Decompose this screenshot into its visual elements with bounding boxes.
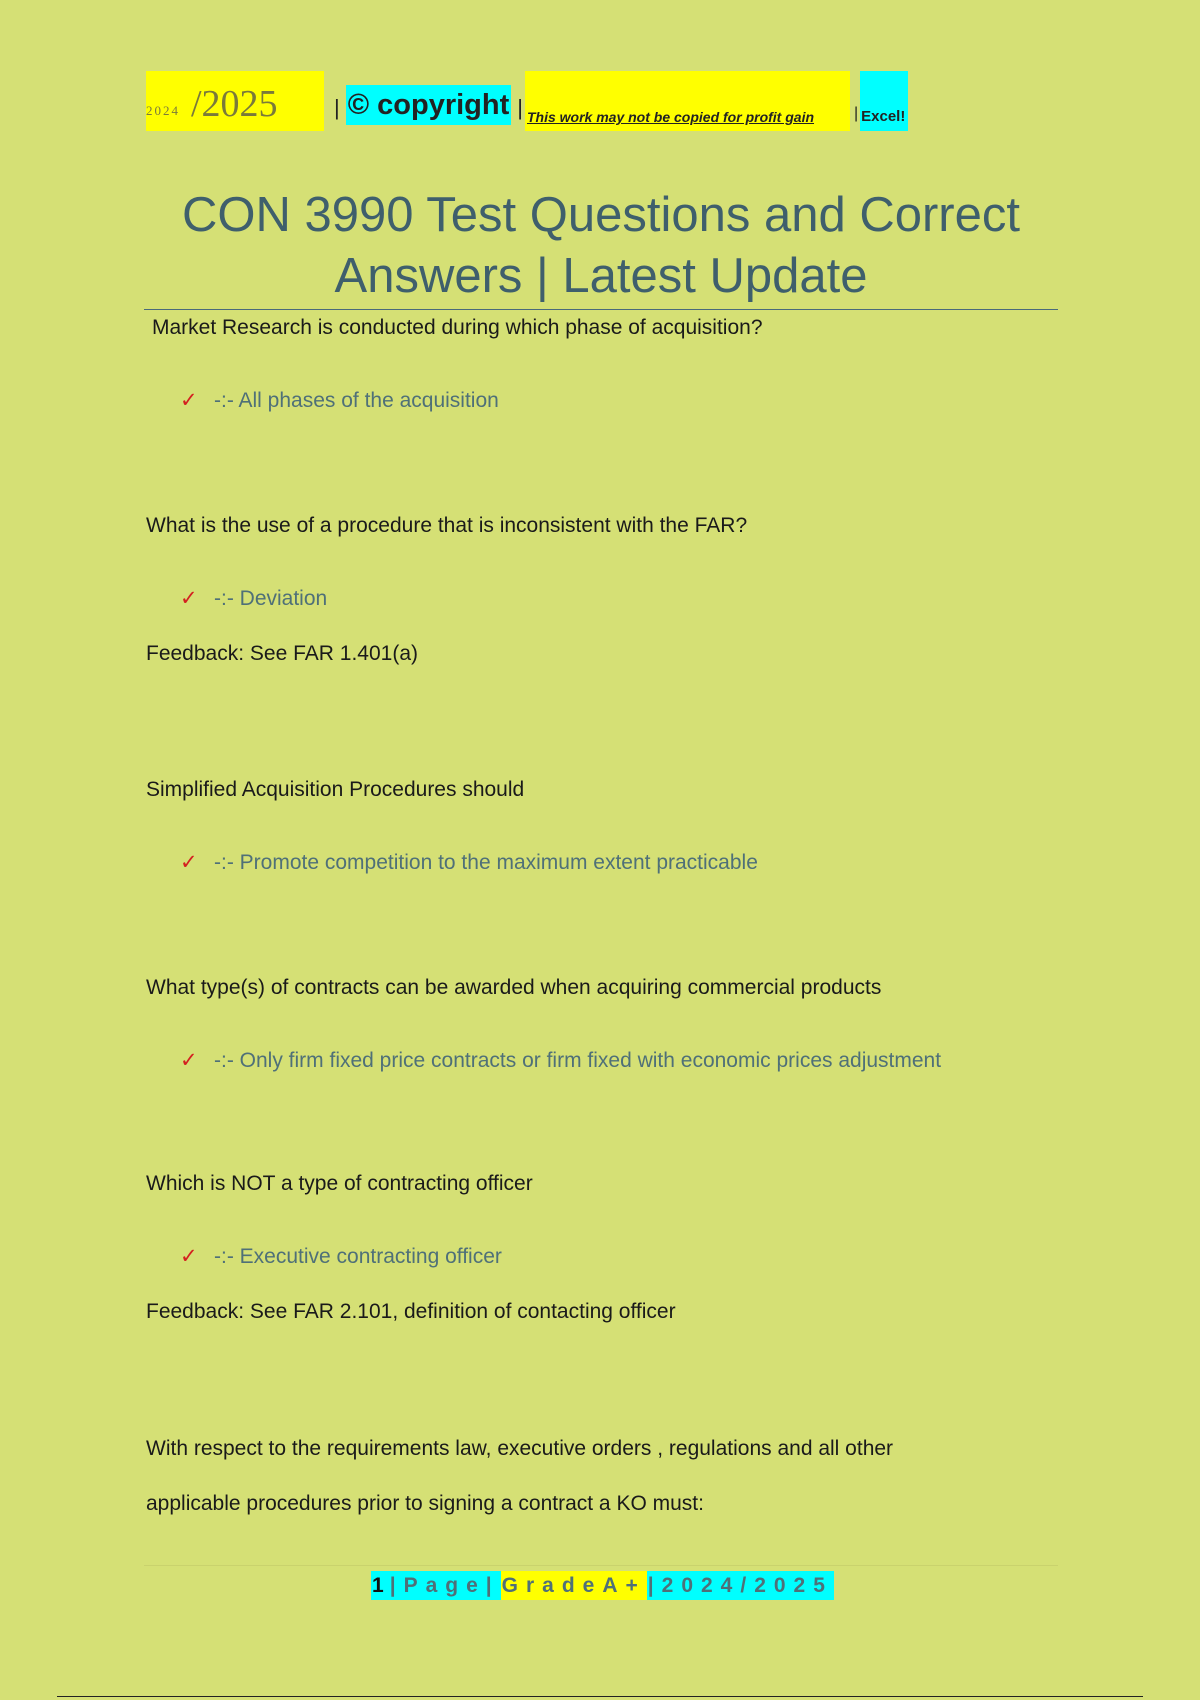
footer-divider <box>144 1565 1058 1566</box>
question-3: Simplified Acquisition Procedures should <box>146 778 525 801</box>
title-divider <box>144 309 1058 310</box>
checkmark-icon: ✓ <box>180 587 198 610</box>
separator: | <box>334 95 340 120</box>
separator: | <box>853 105 859 122</box>
year-start: 2024 <box>146 103 180 118</box>
copyright-label: © copyright <box>346 85 512 125</box>
answer-5 <box>180 1244 502 1269</box>
question-4: What type(s) of contracts can be awarded when acquiring commercial products <box>146 976 882 999</box>
document-title <box>146 185 1056 307</box>
header-strip <box>146 71 908 131</box>
answer-2 <box>180 586 327 611</box>
answer-1 <box>180 388 499 413</box>
answer-text: -:- Promote competition to the maximum extent practicable <box>214 851 758 874</box>
feedback-2: Feedback: See FAR 1.401(a) <box>146 642 418 665</box>
answer-text: -:- Executive contracting officer <box>214 1245 502 1268</box>
bottom-border <box>57 1696 1143 1697</box>
checkmark-icon: ✓ <box>180 1245 198 1268</box>
title-line-2: Answers | Latest Update <box>334 249 868 303</box>
answer-4 <box>180 1048 941 1073</box>
copy-notice-highlight <box>525 71 850 131</box>
question-2: What is the use of a procedure that is inconsistent with the FAR? <box>146 514 748 537</box>
checkmark-icon: ✓ <box>180 389 198 412</box>
grade-label: GradeA+ <box>501 1571 647 1600</box>
checkmark-icon: ✓ <box>180 1049 198 1072</box>
year-highlight <box>146 71 324 131</box>
question-6-line-2: applicable procedures prior to signing a contract a KO must: <box>146 1492 704 1515</box>
footer-year: |2024/2025 <box>647 1571 834 1600</box>
feedback-5: Feedback: See FAR 2.101, definition of contacting officer <box>146 1300 676 1323</box>
separator: | <box>517 95 523 120</box>
year-end: /2025 <box>191 83 278 125</box>
page-number: 1 <box>371 1571 389 1600</box>
question-1: Market Research is conducted during which phase of acquisition? <box>152 316 763 339</box>
copy-notice: This work may not be copied for profit gain <box>526 109 815 125</box>
question-5: Which is NOT a type of contracting officer <box>146 1172 533 1195</box>
answer-text: -:- Only firm fixed price contracts or firm fixed with economic prices adjustment <box>214 1049 942 1072</box>
answer-3 <box>180 850 758 875</box>
excel-highlight <box>860 71 908 131</box>
checkmark-icon: ✓ <box>180 851 198 874</box>
excel-label: Excel! <box>861 108 906 125</box>
answer-text: -:- Deviation <box>214 587 328 610</box>
answer-text: -:- All phases of the acquisition <box>214 389 499 412</box>
page-footer <box>371 1571 834 1600</box>
page-label: |Page| <box>389 1571 501 1600</box>
title-line-1: CON 3990 Test Questions and Correct <box>182 188 1020 242</box>
question-6-line-1: With respect to the requirements law, executive orders , regulations and all other <box>146 1437 894 1460</box>
